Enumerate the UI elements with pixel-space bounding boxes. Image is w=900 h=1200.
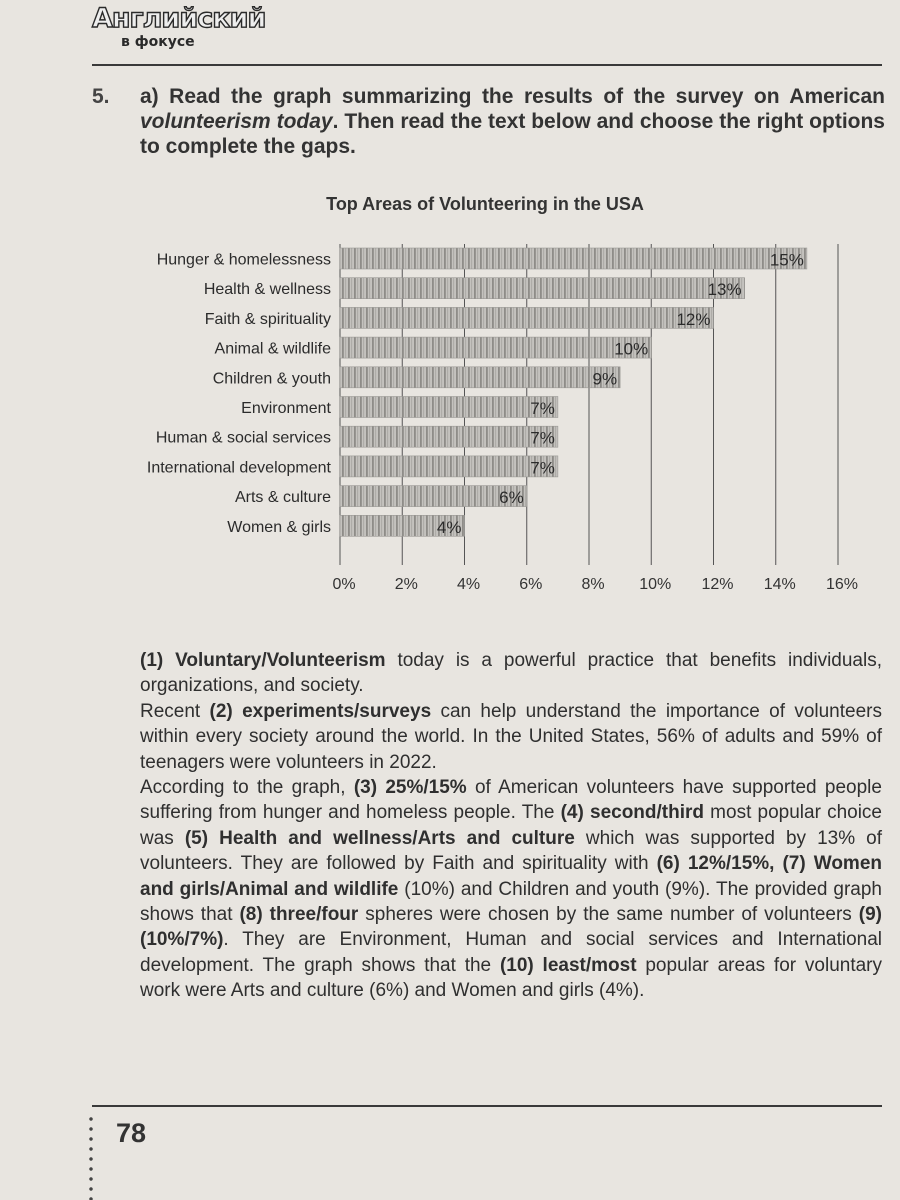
passage-paragraph-2 (140, 699, 882, 775)
chart-title: Top Areas of Volunteering in the USA (326, 194, 644, 214)
category-label: Environment (241, 400, 331, 417)
gap-option: (10) least/most (499, 954, 637, 976)
x-tick-label: 8% (581, 576, 605, 593)
value-label: 7% (530, 458, 555, 478)
bar (340, 397, 558, 418)
category-label: Faith & spirituality (204, 310, 331, 328)
gap-option: (6) 12%/15%, (7) Women and girls/Animal and wildlife (140, 853, 882, 900)
bar (340, 248, 807, 269)
passage-text: (10%) and Children and youth (9%). The provided graph shows that (140, 878, 882, 926)
task-intro-after: . Then read the text below and choose the right options to complete the gaps. (140, 110, 885, 158)
category-label: Hunger & homelessness (156, 251, 331, 269)
passage-text: today is a powerful practice that benefits individuals, organizations, and society. (140, 650, 883, 697)
x-tick-label: 6% (519, 576, 543, 593)
gap-option: (5) Health and wellness/Arts and culture (184, 827, 575, 849)
logo-subtitle: в фокусе (121, 34, 195, 50)
task-instructions (140, 84, 885, 159)
value-label: 6% (499, 488, 524, 508)
bar (340, 278, 745, 299)
bar-chart (0, 240, 900, 610)
x-tick-label: 4% (456, 576, 481, 593)
gap-option: (3) 25%/15% (353, 777, 467, 799)
gap-option: (2) experiments/surveys (209, 700, 432, 722)
passage-text: can help understand the importance of volunteers within every society around the world. In the United States, 56% of adults and 59% of teenagers were volunteers in 2022. (140, 700, 882, 773)
gap-option: (8) three/four (239, 904, 359, 926)
category-label: Women & girls (227, 518, 331, 536)
passage-text: of American volunteers have supported people suffering from hunger and homeless people. The (140, 777, 882, 824)
category-label: International development (146, 459, 331, 477)
passage-text: most popular choice was (140, 802, 882, 849)
passage (140, 648, 882, 1004)
dotted-margin (88, 1114, 94, 1200)
bar (340, 307, 714, 328)
gap-option: (4) second/third (560, 802, 705, 824)
value-label: 12% (676, 309, 711, 329)
task-number: 5. (92, 85, 110, 108)
bar (340, 426, 558, 447)
logo (92, 4, 265, 50)
passage-text: . They are Environment, Human and social services and International development. The graph shows that the (140, 929, 882, 976)
bar (340, 367, 620, 388)
gap-option: (1) Voluntary/Volunteerism (140, 650, 386, 671)
x-tick-label: 2% (394, 576, 418, 593)
x-tick-label: 0% (332, 576, 356, 593)
passage-text: which was supported by 13% of volunteers. They are followed by Faith and spirituality with (140, 827, 882, 875)
x-tick-label: 10% (639, 576, 672, 593)
value-label: 15% (769, 250, 804, 270)
passage-paragraph-1 (140, 648, 882, 699)
x-tick-label: 14% (763, 576, 796, 593)
value-label: 4% (436, 517, 462, 537)
value-label: 9% (592, 369, 618, 389)
category-label: Health & wellness (203, 281, 331, 299)
passage-paragraph-3 (140, 775, 882, 1004)
passage-text: spheres were chosen by the same number of volunteers (358, 904, 859, 926)
task-intro-before: a) Read the graph summarizing the results of the survey on American (140, 85, 885, 108)
footer-divider (92, 1105, 882, 1107)
passage-text: According to the graph, (140, 777, 354, 799)
task-intro-italic: volunteerism today (140, 110, 333, 133)
bar (340, 456, 558, 477)
value-label: 13% (707, 280, 742, 300)
passage-text: popular areas for voluntary work were Arts and culture (6%) and Women and girls (4%). (140, 954, 883, 1002)
category-label: Arts & culture (234, 489, 331, 507)
bar (340, 337, 651, 358)
category-label: Human & social services (155, 429, 331, 447)
value-label: 7% (530, 399, 555, 418)
passage-text: Recent (140, 700, 210, 722)
x-tick-label: 16% (825, 576, 859, 593)
logo-title: Английский (92, 3, 266, 34)
value-label: 10% (614, 339, 649, 359)
header-divider (92, 64, 882, 66)
category-label: Children & youth (212, 370, 331, 388)
x-tick-label: 12% (701, 576, 734, 593)
value-label: 7% (530, 428, 555, 448)
gap-option: (9) (10%/7%) (140, 904, 882, 951)
category-label: Animal & wildlife (214, 340, 331, 358)
page-number: 78 (116, 1118, 147, 1148)
